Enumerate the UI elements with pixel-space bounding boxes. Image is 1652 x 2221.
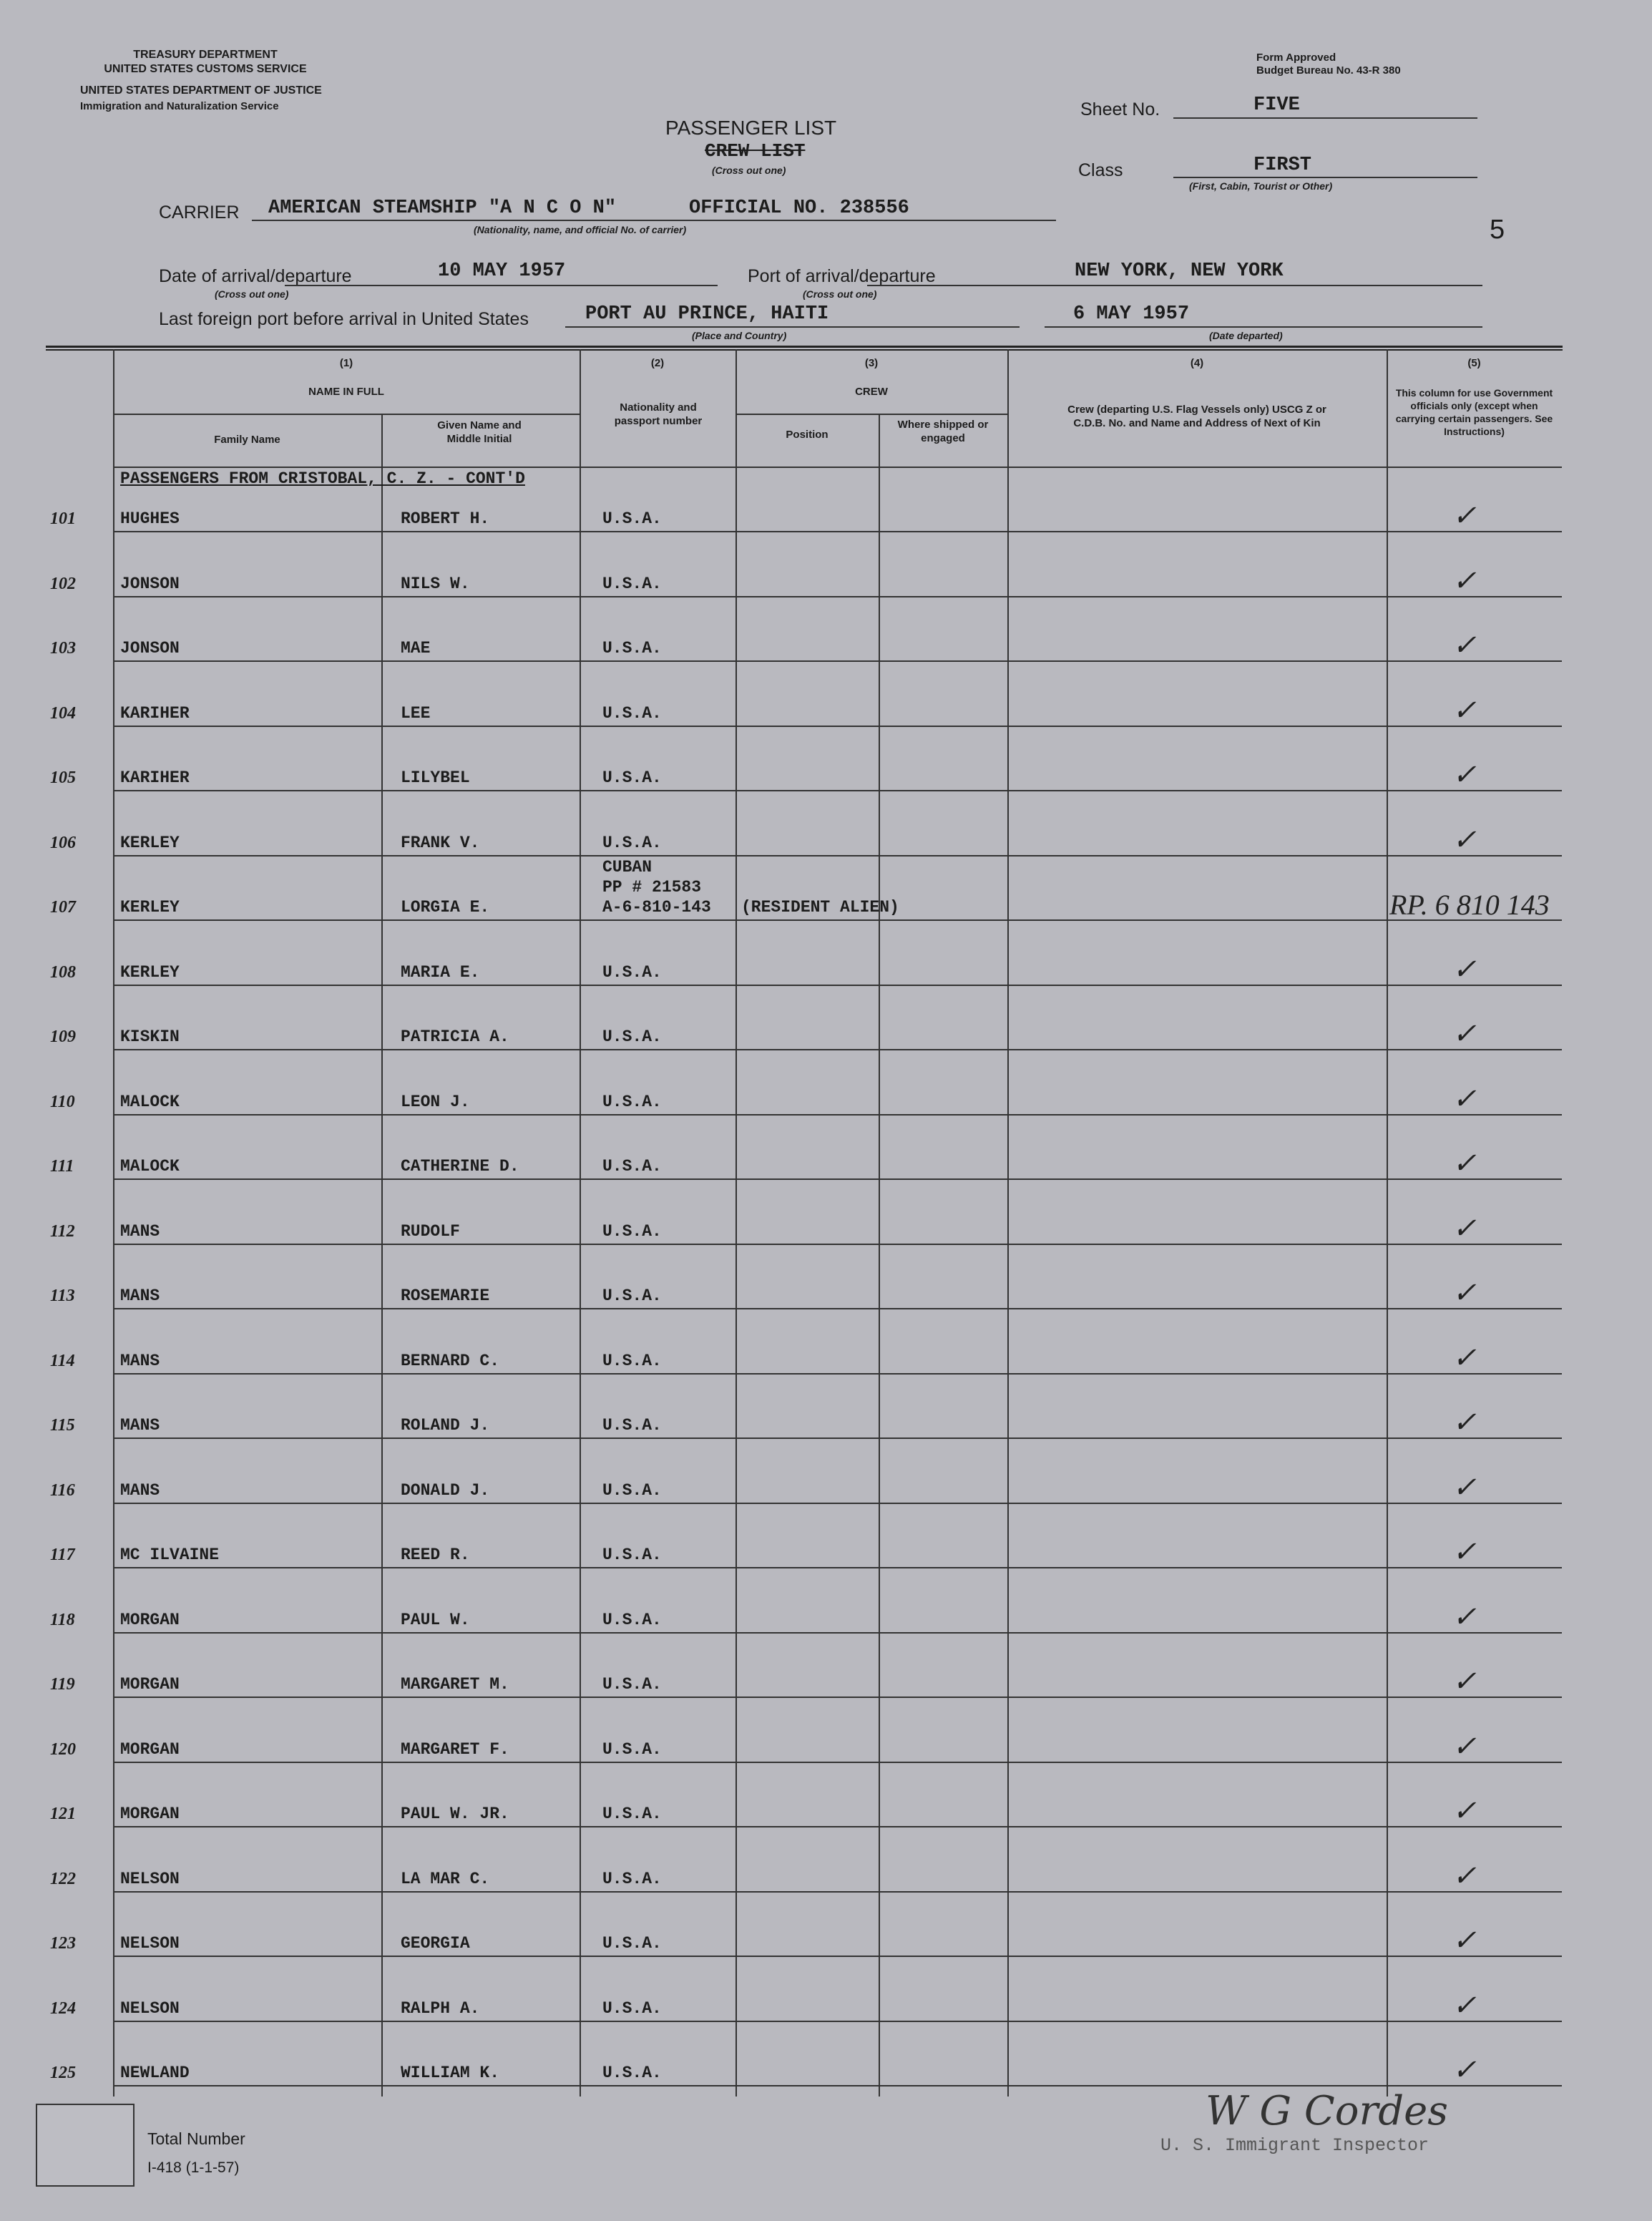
nationality: U.S.A. <box>602 1093 662 1111</box>
agency-line-1: TREASURY DEPARTMENT <box>133 49 278 61</box>
row-number: 111 <box>50 1157 74 1176</box>
row-number: 115 <box>50 1416 75 1435</box>
check-mark: ✓ <box>1452 1924 1477 1957</box>
check-mark: ✓ <box>1452 1147 1477 1180</box>
family-name: HUGHES <box>120 509 180 528</box>
given-name: LA MAR C. <box>401 1870 490 1888</box>
given-name: CATHERINE D. <box>401 1157 519 1176</box>
col1-given: Given Name and Middle Initial <box>437 419 522 445</box>
nationality: U.S.A. <box>602 1611 662 1629</box>
class-label: Class <box>1078 160 1123 180</box>
row-rule <box>113 1308 1562 1309</box>
row-rule <box>113 660 1562 662</box>
row-rule <box>113 1567 1562 1568</box>
col2-title: Nationality and passport number <box>614 401 703 427</box>
family-name: MORGAN <box>120 1611 180 1629</box>
col3-number: (3) <box>864 357 879 369</box>
given-name: GEORGIA <box>401 1934 470 1953</box>
check-mark: ✓ <box>1452 1083 1477 1116</box>
row-number: 123 <box>50 1934 76 1953</box>
carrier-label: CARRIER <box>159 202 240 223</box>
page-number: 5 <box>1490 215 1505 245</box>
family-name: KISKIN <box>120 1027 180 1046</box>
check-mark: ✓ <box>1452 1601 1477 1634</box>
family-name: JONSON <box>120 639 180 658</box>
check-mark: ✓ <box>1452 758 1477 791</box>
check-mark: ✓ <box>1452 1017 1477 1050</box>
row-number: 124 <box>50 1999 76 2018</box>
row-rule <box>113 2021 1562 2022</box>
arrival-caption: (Cross out one) <box>215 288 289 300</box>
check-mark: ✓ <box>1452 565 1477 597</box>
row-number: 101 <box>50 509 76 528</box>
given-name: MARGARET M. <box>401 1675 509 1694</box>
row-rule <box>113 1503 1562 1504</box>
check-mark: ✓ <box>1452 1471 1477 1504</box>
row-rule <box>113 1762 1562 1763</box>
form-id: I-418 (1-1-57) <box>147 2159 240 2176</box>
nationality: U.S.A. <box>602 704 662 723</box>
col3-title: CREW <box>855 386 888 398</box>
agency-line-2: UNITED STATES CUSTOMS SERVICE <box>104 63 307 75</box>
arrival-label: Date of arrival/departure <box>159 266 352 286</box>
title-caption: (Cross out one) <box>712 165 786 176</box>
nationality: U.S.A. <box>602 639 662 658</box>
row-rule <box>113 1373 1562 1375</box>
nationality: U.S.A. <box>602 2064 662 2082</box>
carrier-value: AMERICAN STEAMSHIP "A N C O N" <box>268 197 617 219</box>
row-rule <box>113 1244 1562 1245</box>
check-mark: ✓ <box>1452 824 1477 856</box>
nationality-line-1: CUBAN <box>602 858 653 877</box>
family-name: MANS <box>120 1416 160 1435</box>
check-mark: ✓ <box>1452 1277 1477 1309</box>
row-number: 103 <box>50 639 76 658</box>
check-mark: ✓ <box>1452 499 1477 532</box>
family-name: MANS <box>120 1481 160 1500</box>
given-name: PAUL W. JR. <box>401 1805 509 1823</box>
row-number: 117 <box>50 1546 75 1564</box>
col3-where: Where shipped or engaged <box>897 419 989 444</box>
col1-number: (1) <box>339 357 353 369</box>
given-name: NILS W. <box>401 575 470 593</box>
check-mark: ✓ <box>1452 1536 1477 1568</box>
given-name: LEE <box>401 704 431 723</box>
family-name: MALOCK <box>120 1157 180 1176</box>
family-name: MANS <box>120 1287 160 1305</box>
row-number: 116 <box>50 1481 75 1500</box>
section-heading: PASSENGERS FROM CRISTOBAL, C. Z. - CONT'D <box>120 469 525 488</box>
total-number-label: Total Number <box>147 2129 245 2148</box>
row-rule <box>113 1956 1562 1957</box>
check-mark: ✓ <box>1452 1665 1477 1698</box>
check-mark: ✓ <box>1452 1989 1477 2022</box>
given-name: RUDOLF <box>401 1222 460 1241</box>
given-name: BERNARD C. <box>401 1352 500 1370</box>
col5-number: (5) <box>1467 357 1481 369</box>
place-caption: (Place and Country) <box>692 330 787 341</box>
port-label: Port of arrival/departure <box>748 266 936 286</box>
check-mark: ✓ <box>1452 694 1477 727</box>
row-rule <box>113 1826 1562 1827</box>
family-name: KERLEY <box>120 963 180 982</box>
family-name: MANS <box>120 1222 160 1241</box>
nationality: U.S.A. <box>602 1740 662 1759</box>
row-number: 119 <box>50 1675 75 1694</box>
given-name: ROLAND J. <box>401 1416 490 1435</box>
nationality: U.S.A. <box>602 575 662 593</box>
given-name: MARGARET F. <box>401 1740 509 1759</box>
carrier-caption: (Nationality, name, and official No. of carrier) <box>474 224 687 235</box>
row-number: 104 <box>50 704 76 723</box>
official-notation: RP. 6 810 143 <box>1389 889 1550 921</box>
family-name: NELSON <box>120 1999 180 2018</box>
agency-line-3: UNITED STATES DEPARTMENT OF JUSTICE <box>80 84 322 97</box>
family-name: MALOCK <box>120 1093 180 1111</box>
row-rule <box>113 596 1562 597</box>
form-title: PASSENGER LIST <box>665 117 837 139</box>
row-number: 109 <box>50 1027 76 1046</box>
nationality: U.S.A. <box>602 1805 662 1823</box>
row-rule <box>113 2085 1562 2086</box>
row-number: 102 <box>50 575 76 593</box>
nationality: A-6-810-143 <box>602 898 711 917</box>
row-rule <box>113 1178 1562 1180</box>
row-number: 105 <box>50 768 76 787</box>
nationality: U.S.A. <box>602 1287 662 1305</box>
nationality: U.S.A. <box>602 1546 662 1564</box>
nationality: U.S.A. <box>602 963 662 982</box>
family-name: NEWLAND <box>120 2064 190 2082</box>
check-mark: ✓ <box>1452 1795 1477 1827</box>
check-mark: ✓ <box>1452 2054 1477 2086</box>
family-name: KARIHER <box>120 768 190 787</box>
row-number: 121 <box>50 1805 76 1823</box>
given-name: MAE <box>401 639 431 658</box>
family-name: NELSON <box>120 1870 180 1888</box>
nationality: U.S.A. <box>602 1934 662 1953</box>
row-rule <box>113 1437 1562 1439</box>
row-rule <box>113 1049 1562 1050</box>
family-name: MORGAN <box>120 1805 180 1823</box>
nationality: U.S.A. <box>602 1222 662 1241</box>
row-rule <box>113 1697 1562 1698</box>
arrival-value: 10 MAY 1957 <box>438 260 566 282</box>
class-caption: (First, Cabin, Tourist or Other) <box>1189 180 1333 192</box>
last-port-label: Last foreign port before arrival in United States <box>159 309 529 329</box>
given-name: WILLIAM K. <box>401 2064 500 2082</box>
family-name: MC ILVAINE <box>120 1546 220 1564</box>
given-name: REED R. <box>401 1546 470 1564</box>
nationality: U.S.A. <box>602 1416 662 1435</box>
row-rule <box>113 790 1562 791</box>
nationality: U.S.A. <box>602 509 662 528</box>
row-rule <box>113 531 1562 532</box>
given-name: ROSEMARIE <box>401 1287 490 1305</box>
check-mark: ✓ <box>1452 1860 1477 1893</box>
given-name: ROBERT H. <box>401 509 490 528</box>
nationality: U.S.A. <box>602 1352 662 1370</box>
row-number: 120 <box>50 1740 76 1759</box>
departed-caption: (Date departed) <box>1209 330 1283 341</box>
given-name: MARIA E. <box>401 963 480 982</box>
row-number: 113 <box>50 1287 75 1305</box>
given-name: PAUL W. <box>401 1611 470 1629</box>
row-rule <box>113 1632 1562 1634</box>
given-name: LORGIA E. <box>401 898 490 917</box>
row-number: 107 <box>50 898 76 917</box>
col5-title: This column for use Government officials only (except when carrying certain passengers. See Instructions) <box>1395 387 1553 437</box>
nationality: U.S.A. <box>602 1675 662 1694</box>
port-value: NEW YORK, NEW YORK <box>1075 260 1284 282</box>
row-number: 108 <box>50 963 76 982</box>
total-number-box <box>36 2104 135 2187</box>
family-name: KERLEY <box>120 834 180 852</box>
form-title-crossed: CREW LIST <box>705 140 806 162</box>
nationality: U.S.A. <box>602 1027 662 1046</box>
given-name: DONALD J. <box>401 1481 490 1500</box>
row-number: 106 <box>50 834 76 852</box>
given-name: RALPH A. <box>401 1999 480 2018</box>
family-name: JONSON <box>120 575 180 593</box>
agency-line-4: Immigration and Naturalization Service <box>80 100 279 112</box>
class-value: FIRST <box>1253 155 1312 176</box>
check-mark: ✓ <box>1452 1406 1477 1439</box>
check-mark: ✓ <box>1452 629 1477 662</box>
row-number: 112 <box>50 1222 75 1241</box>
last-port-value: PORT AU PRINCE, HAITI <box>585 303 829 325</box>
family-name: MORGAN <box>120 1675 180 1694</box>
official-number: OFFICIAL NO. 238556 <box>689 197 909 219</box>
nationality: U.S.A. <box>602 1870 662 1888</box>
inspector-signature: W G Cordes <box>1206 2088 1448 2134</box>
check-mark: ✓ <box>1452 953 1477 986</box>
row-rule <box>113 919 1562 921</box>
row-number: 110 <box>50 1093 75 1111</box>
nationality: U.S.A. <box>602 1157 662 1176</box>
col1-title: NAME IN FULL <box>308 386 384 398</box>
row-number: 118 <box>50 1611 75 1629</box>
row-rule <box>113 1114 1562 1116</box>
budget-bureau: Budget Bureau No. 43-R 380 <box>1256 64 1401 77</box>
row-rule <box>113 1891 1562 1893</box>
form-approved: Form Approved <box>1256 52 1336 64</box>
nationality: U.S.A. <box>602 1481 662 1500</box>
given-name: PATRICIA A. <box>401 1027 509 1046</box>
row-number: 122 <box>50 1870 76 1888</box>
status-note: (RESIDENT ALIEN) <box>741 898 899 917</box>
row-number: 114 <box>50 1352 75 1370</box>
row-rule <box>113 855 1562 856</box>
passport-number: PP # 21583 <box>602 878 702 897</box>
row-rule <box>113 985 1562 986</box>
col4-title: Crew (departing U.S. Flag Vessels only) USCG Z or C.D.B. No. and Name and Address of Next of Kin <box>1067 404 1326 429</box>
check-mark: ✓ <box>1452 1730 1477 1763</box>
port-caption: (Cross out one) <box>803 288 877 300</box>
nationality: U.S.A. <box>602 1999 662 2018</box>
given-name: FRANK V. <box>401 834 480 852</box>
check-mark: ✓ <box>1452 1212 1477 1245</box>
departed-value: 6 MAY 1957 <box>1073 303 1190 325</box>
col3-position: Position <box>786 429 829 441</box>
check-mark: ✓ <box>1452 1342 1477 1375</box>
family-name: NELSON <box>120 1934 180 1953</box>
family-name: MORGAN <box>120 1740 180 1759</box>
family-name: KARIHER <box>120 704 190 723</box>
family-name: KERLEY <box>120 898 180 917</box>
col2-number: (2) <box>650 357 665 369</box>
given-name: LEON J. <box>401 1093 470 1111</box>
row-number: 125 <box>50 2064 76 2082</box>
row-rule <box>113 726 1562 727</box>
sheet-label: Sheet No. <box>1080 99 1160 119</box>
col1-family: Family Name <box>214 434 280 446</box>
nationality: U.S.A. <box>602 834 662 852</box>
given-name: LILYBEL <box>401 768 470 787</box>
sheet-value: FIVE <box>1253 94 1300 116</box>
family-name: MANS <box>120 1352 160 1370</box>
inspector-title: U. S. Immigrant Inspector <box>1160 2135 1429 2156</box>
col4-number: (4) <box>1190 357 1204 369</box>
nationality: U.S.A. <box>602 768 662 787</box>
